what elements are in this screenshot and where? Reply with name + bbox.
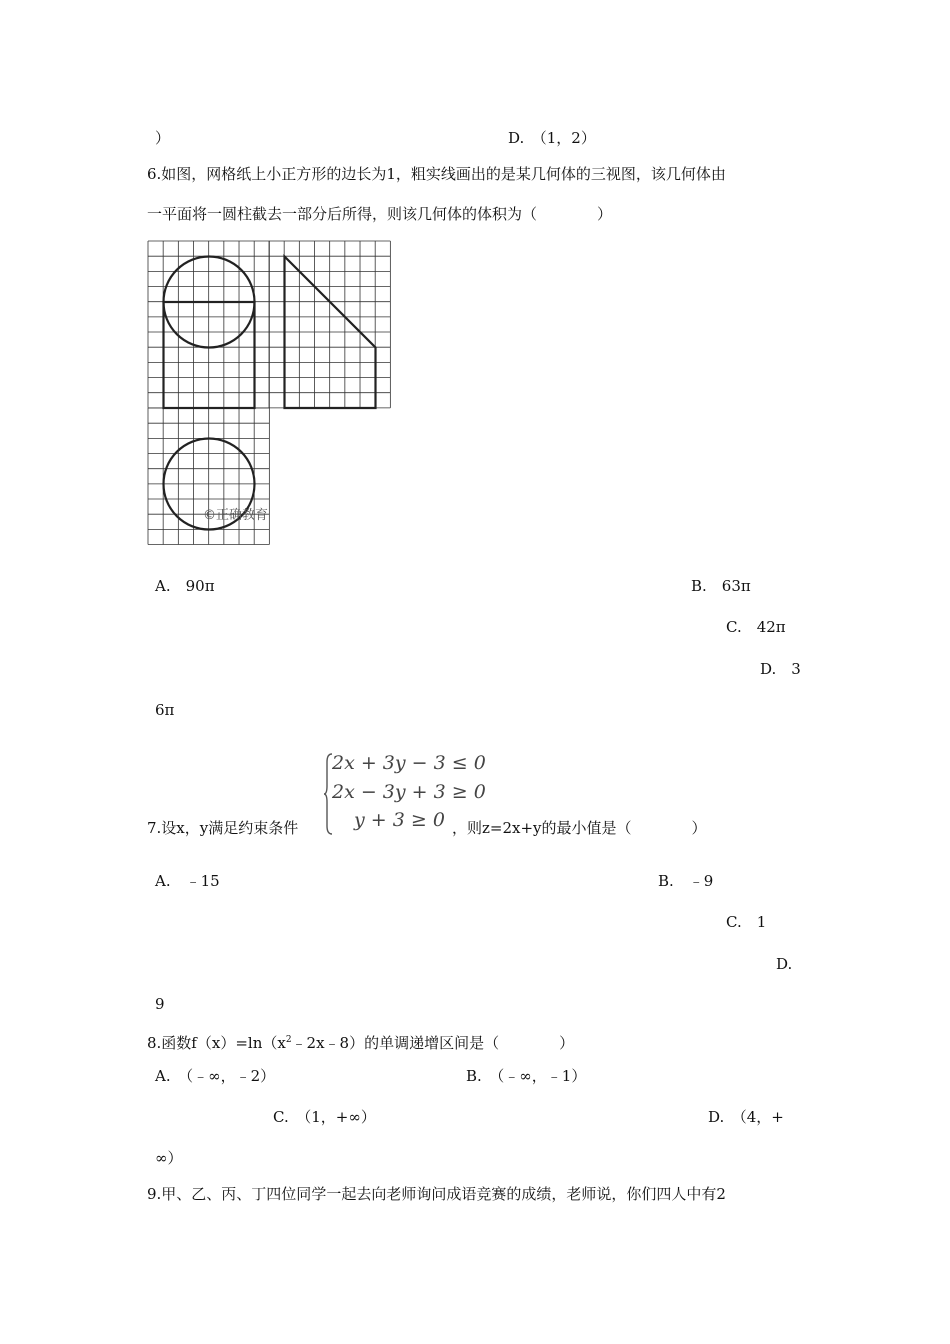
q8-exponent: 2: [285, 1035, 292, 1045]
q7-option-d: D.: [776, 955, 793, 973]
q6-option-c: C. 42π: [726, 618, 786, 636]
q5-option-d: D. （1，2）: [508, 129, 596, 147]
constraint-2: 2x − 3y + 3 ≥ 0: [332, 781, 486, 803]
q6-option-d: D. 3: [760, 660, 801, 678]
side-view-grid: [269, 241, 390, 408]
q7-option-b: B. ﹣9: [658, 872, 714, 890]
q9-stem-line1: 9.甲、乙、丙、丁四位同学一起去向老师询问成语竞赛的成绩，老师说，你们四人中有2: [147, 1185, 726, 1203]
q7-stem-prefix: 7.设x，y满足约束条件: [147, 819, 299, 837]
q6-option-a: A. 90π: [155, 577, 215, 595]
q8-option-b: B. （﹣∞，﹣1）: [466, 1067, 587, 1085]
q8-option-d: D. （4，+: [708, 1108, 784, 1126]
q7-stem-suffix: ，则z=2x+y的最小值是（ ）: [452, 819, 707, 837]
q8-stem-suffix: ﹣2x﹣8）的单调递增区间是（ ）: [291, 1034, 575, 1052]
q6-stem-line1: 6.如图，网格纸上小正方形的边长为1，粗实线画出的是某几何体的三视图，该几何体由: [147, 165, 726, 183]
front-view-grid: [148, 241, 269, 408]
q7-option-c: C. 1: [726, 913, 767, 931]
q7-option-a: A. ﹣15: [155, 872, 220, 890]
q8-stem-prefix: 8.函数f（x）=ln（x: [147, 1034, 286, 1052]
q8-stem: [147, 1030, 574, 1053]
q8-option-c: C. （1，+∞）: [273, 1108, 376, 1126]
three-view-figure: [147, 240, 393, 548]
q5-option-c-tail: ）: [155, 129, 171, 147]
q8-option-d-wrap: ∞）: [155, 1149, 183, 1167]
q7-option-d-wrap: 9: [155, 995, 165, 1013]
watermark-text: ©正确教育: [203, 508, 269, 523]
constraint-system: [324, 752, 486, 836]
q6-option-d-wrap: 6π: [155, 701, 175, 719]
constraint-1: 2x + 3y − 3 ≤ 0: [332, 752, 486, 774]
q6-option-b: B. 63π: [691, 577, 751, 595]
q8-option-a: A. （﹣∞，﹣2）: [155, 1067, 276, 1085]
top-view-grid: [148, 408, 269, 545]
constraint-3: y + 3 ≥ 0: [354, 809, 445, 831]
q6-stem-line2: 一平面将一圆柱截去一部分后所得，则该几何体的体积为（ ）: [147, 205, 613, 223]
